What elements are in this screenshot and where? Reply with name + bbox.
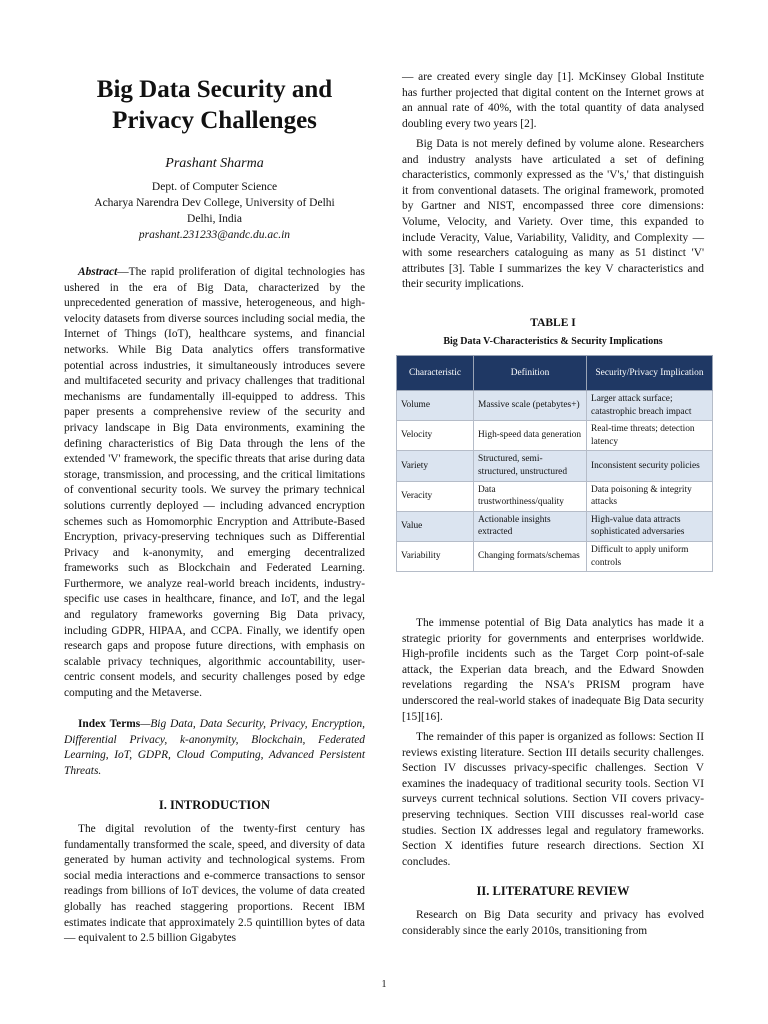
table-row: [397, 541, 713, 571]
intro-paragraph-1: The digital revolution of the twenty-first century has fundamentally transformed the scale, speed, and diversity of data generated by human activity and technological systems. From social media interactions and e-commerce transactions to sensor readings from billions of IoT devices, the volume of data created globally has reached staggering proportions. Recent IBM estimates indicate that approximately 2.5 quintillion bytes of data — equivalent to 2.5 billion Gigabytes: [64, 823, 365, 945]
table-row: [397, 421, 713, 451]
table-number: TABLE I: [530, 317, 576, 329]
paper-title: Big Data Security and Privacy Challenges: [96, 76, 333, 134]
abstract: [64, 265, 365, 702]
table-header-row: [397, 356, 713, 391]
table-row: [397, 391, 713, 421]
table-cell: High-speed data generation: [474, 421, 587, 451]
author-name: Prashant Sharma: [165, 156, 264, 171]
table-header-cell: Definition: [474, 356, 587, 391]
table-cell: Volume: [397, 391, 474, 421]
table-cell: Massive scale (petabytes+): [474, 391, 587, 421]
author-affiliation: [64, 179, 365, 243]
index-terms-text: —Big Data, Data Security, Privacy, Encryption, Differential Privacy, k-anonymity, Blockchain, Federated Learning, IoT, GDPR, Cloud Computing, Advanced Persistent Threats.: [64, 718, 365, 777]
table-cell: Velocity: [397, 421, 474, 451]
table-cell: Value: [397, 511, 474, 541]
section-heading-introduction: I. INTRODUCTION: [158, 798, 271, 812]
affiliation-location: Delhi, India: [187, 213, 242, 225]
page-number: 1: [381, 979, 387, 990]
table-cell: Changing formats/schemas: [474, 541, 587, 571]
intro-paragraph-1-continued: — are created every single day [1]. McKinsey Global Institute has further projected that digital content on the Internet grows at an annual rate of 40%, with the total quantity of data analysed doubling every two years [2].: [402, 71, 704, 130]
table-cell: High-value data attracts sophisticated adversaries: [587, 511, 713, 541]
author-email: prashant.231233@andc.du.ac.in: [138, 229, 291, 241]
table-cell: Data poisoning & integrity attacks: [587, 481, 713, 511]
table-cell: Variety: [397, 451, 474, 481]
table-cell: Larger attack surface; catastrophic breach impact: [587, 391, 713, 421]
table-cell: Difficult to apply uniform controls: [587, 541, 713, 571]
v-characteristics-table: [396, 355, 713, 572]
abstract-text: —The rapid proliferation of digital technologies has ushered in the era of Big Data, characterized by the unprecedented generation of massive, heterogeneous, and high-velocity datasets from diverse sources including social media, the Internet of Things (IoT), healthcare systems, and financial networks. While Big Data analytics offers transformative potential across industries, it simultaneously introduces severe and multifaceted security and privacy challenges that traditional mechanisms are fundamentally ill-equipped to address. This paper presents a comprehensive review of the security and privacy landscape in Big Data environments, examining the defining characteristics of Big Data through the lens of the extended 'V' framework, the specific threats that arise during data storage, transmission, and processing, and the critical limitations of conventional security tools. We survey the primary technical solutions currently deployed — including advanced encryption schemes such as Homomorphic Encryption and Attribute-Based Encryption, privacy-preserving techniques such as Differential Privacy and k-anonymity, and emerging decentralized frameworks such as Blockchain and Federated Learning. Furthermore, we analyze real-world breach incidents, industry-specific use cases in healthcare, finance, and IoT, and the legal and regulatory frameworks governing Big Data privacy, including GDPR, HIPAA, and CCPA. Finally, we identify open research gaps and propose future directions, with emphasis on scalable privacy techniques, algorithmic accountability, user-centric consent models, and security challenges posed by edge computing and the Metaverse.: [64, 266, 365, 700]
table-cell: Structured, semi-structured, unstructured: [474, 451, 587, 481]
table-cell: Data trustworthiness/quality: [474, 481, 587, 511]
table-cell: Inconsistent security policies: [587, 451, 713, 481]
table-header-cell: Characteristic: [397, 356, 474, 391]
table-cell: Veracity: [397, 481, 474, 511]
table-cell: Variability: [397, 541, 474, 571]
abstract-label: Abstract: [78, 266, 118, 278]
affiliation-dept: Dept. of Computer Science: [151, 181, 278, 193]
table-header-cell: Security/Privacy Implication: [587, 356, 713, 391]
table-row: [397, 481, 713, 511]
table-row: [397, 511, 713, 541]
table-row: [397, 451, 713, 481]
index-terms: [64, 717, 365, 779]
table-cell: Actionable insights extracted: [474, 511, 587, 541]
intro-paragraph-3: The immense potential of Big Data analytics has made it a strategic priority for governments and enterprises worldwide. High-profile incidents such as the Target Corp point-of-sale attack, the Experian data breach, and the Edward Snowden revelations regarding the NSA's PRISM program have underscored the real-world stakes of inadequate Big Data security [15][16].: [402, 617, 704, 723]
table-caption: Big Data V-Characteristics & Security Implications: [443, 336, 663, 347]
intro-paragraph-4: The remainder of this paper is organized as follows: Section II reviews existing literature. Section III details security challenges. Section IV discusses privacy-specific challenges. Section V examines the inadequacy of traditional security tools. Section VI surveys current technical solutions. Section VII covers privacy-preserving techniques. Section VIII discusses real-world case studies. Section IX addresses legal and regulatory frameworks. Section X identifies future research directions. Section XI concludes.: [402, 731, 704, 868]
section-heading-literature-review: II. LITERATURE REVIEW: [476, 884, 630, 898]
literature-paragraph-1: Research on Big Data security and privacy has evolved considerably since the early 2010s, transitioning from: [402, 909, 704, 937]
index-terms-label: Index Terms: [78, 718, 141, 730]
intro-paragraph-2: Big Data is not merely defined by volume alone. Researchers and industry analysts have articulated a set of defining characteristics, commonly expressed as the 'V's,' that distinguish it from conventional datasets. The original framework, promoted by Gartner and NIST, encompassed three core dimensions: Volume, Velocity, and Variety. Over time, this expanded to include Veracity, Value, Variability, Validity, and Complexity — with some researchers cataloguing as many as 51 distinct 'V' attributes [3]. Table I summarizes the key V characteristics and their security implications.: [402, 138, 704, 291]
affiliation-college: Acharya Narendra Dev College, University of Delhi: [94, 197, 335, 209]
table-cell: Real-time threats; detection latency: [587, 421, 713, 451]
